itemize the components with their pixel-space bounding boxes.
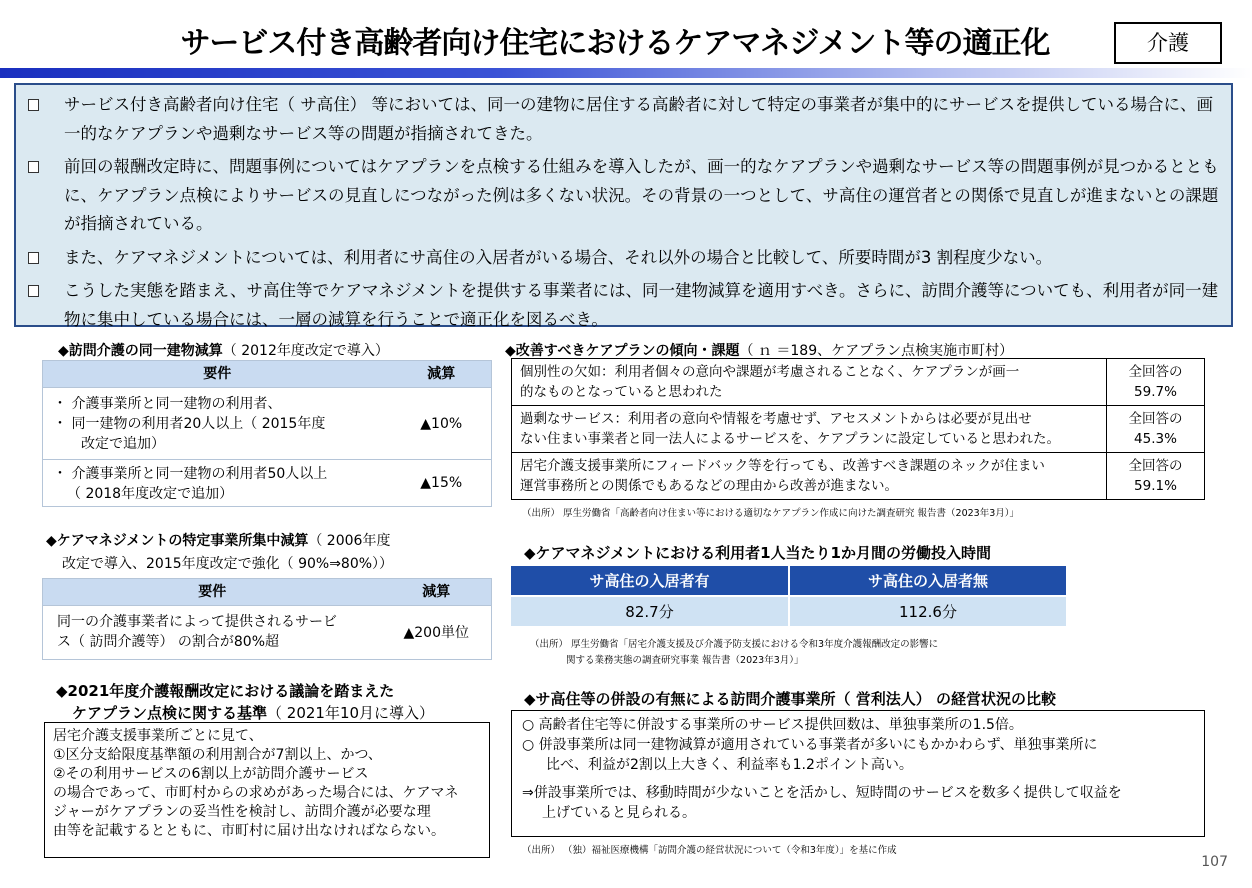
labor-time-table	[511, 566, 1068, 626]
summary-box	[14, 83, 1233, 327]
careplan-trends-heading: ◆改善すべきケアプランの傾向・課題（ ｎ ＝189、ケアプラン点検実施市町村）	[505, 343, 1014, 359]
page-number: 107	[1201, 854, 1228, 870]
col-requirement: 要件	[198, 584, 227, 600]
careplan-check-box: 居宅介護支援事業所ごとに見て、 ①区分支給限度基準額の利用割合が7割以上、かつ、 ②その利用サービスの6割以上が訪問介護サービス の場合であって、市町村からの求めがあった場合には、ケアマネ ジャーがケアプランの妥当性を検討し、訪問介護が必要な理 由等を記載するとともに、市町村に届け出なければならない。	[44, 722, 490, 858]
value-with-residents: 82.7分	[511, 596, 789, 626]
careplan-trends-source: （出所） 厚生労働省「高齢者向け住まい等における適切なケアプラン作成に向けた調査研究 報告書（2023年3月）」	[522, 508, 1020, 519]
col-reduction: 減算	[427, 366, 456, 382]
table-row: 居宅介護支援事業所にフィードバック等を行っても、改善すべき課題のネックが住まい 運営事務所との関係でもあるなどの理由から改善が進まない。 全回答の 59.1%	[512, 453, 1205, 500]
cm-concentration-heading: ◆ケアマネジメントの特定事業所集中減算（ 2006年度	[46, 533, 391, 549]
business-status-source: （出所） （独）福祉医療機構「訪問介護の経営状況について（令和3年度）」を基に作成	[522, 845, 897, 856]
category-tag: 介護	[1114, 22, 1222, 64]
cm-concentration-table	[42, 578, 492, 660]
bullet-box-icon	[28, 161, 39, 173]
visit-reduction-table	[42, 360, 492, 507]
labor-time-heading: ◆ケアマネジメントにおける利用者1人当たり1か月間の労働投入時間	[524, 544, 991, 562]
page-title: サービス付き高齢者向け住宅におけるケアマネジメント等の適正化	[180, 26, 1050, 61]
bullet-box-icon	[28, 99, 39, 111]
visit-reduction-heading: ◆訪問介護の同一建物減算（ 2012年度改定で導入）	[58, 343, 389, 359]
careplan-trends-table	[511, 358, 1205, 500]
col-reduction: 減算	[422, 584, 451, 600]
summary-item: 前回の報酬改定時に、問題事例についてはケアプランを点検する仕組みを導入したが、画一的なケアプランや過剰なサービス等の問題事例が見つかるとともに、ケアプラン点検によりサービスの見直しにつながった例は多くない状況。その背景の一つとして、サ高住の運営者との関係で見直しが進まないとの課題が指摘されている。	[26, 153, 1221, 239]
cm-concentration-subheading: 改定で導入、2015年度改定で強化（ 90%⇒80%））	[62, 556, 394, 572]
labor-time-source-2: 関する業務実態の調査研究事業 報告書（2023年3月）」	[566, 655, 804, 666]
col-with-residents: サ高住の入居者有	[511, 566, 789, 596]
bullet-box-icon	[28, 252, 39, 264]
labor-time-source: （出所） 厚生労働省「居宅介護支援及び介護予防支援における令和3年度介護報酬改定の影響に	[530, 639, 939, 650]
business-status-box: ○ 高齢者住宅等に併設する事業所のサービス提供回数は、単独事業所の1.5倍。 ○ 併設事業所は同一建物減算が適用されている事業者が多いにもかかわらず、単独事業所に 比べ、利益が2割以上大きく、利益率も1.2ポイント高い。 ⇒併設事業所では、移動時間が少ないことを活かし、短時間のサービスを数多く提供して収益を 上げていると見られる。	[511, 710, 1205, 837]
reduction-value: ▲200単位	[403, 624, 469, 641]
summary-item: また、ケアマネジメントについては、利用者にサ高住の入居者がいる場合、それ以外の場合と比較して、所要時間が3 割程度少ない。	[26, 244, 1221, 273]
table-row: 同一の介護事業者によって提供されるサービ ス（ 訪問介護等） の割合が80%超 ▲200単位	[43, 605, 491, 659]
reduction-value: ▲10%	[420, 415, 463, 432]
reduction-value: ▲15%	[420, 475, 463, 491]
col-without-residents: サ高住の入居者無	[789, 566, 1067, 596]
table-row: ・ 介護事業所と同一建物の利用者50人以上 （ 2018年度改定で追加） ▲15%	[43, 459, 491, 506]
careplan-check-subheading: ケアプラン点検に関する基準（ 2021年10月に導入）	[72, 704, 435, 722]
table-row: ・ 介護事業所と同一建物の利用者、 ・ 同一建物の利用者20人以上（ 2015年度 改定で追加） ▲10%	[43, 387, 491, 459]
business-status-heading: ◆サ高住等の併設の有無による訪問介護事業所（ 営利法人） の経営状況の比較	[524, 690, 1056, 708]
summary-item: こうした実態を踏まえ、サ高住等でケアマネジメントを提供する事業者には、同一建物減算を適用すべき。さらに、訪問介護等についても、利用者が同一建物に集中している場合には、一層の減算を行うことで適正化を図るべき。	[26, 277, 1221, 334]
value-without-residents: 112.6分	[789, 596, 1067, 626]
summary-item: サービス付き高齢者向け住宅（ サ高住） 等においては、同一の建物に居住する高齢者に対して特定の事業者が集中的にサービスを提供している場合に、画一的なケアプランや過剰なサービス等の問題が指摘されてきた。	[26, 91, 1221, 148]
bullet-box-icon	[28, 285, 39, 297]
table-row: 過剰なサービス：利用者の意向や情報を考慮せず、アセスメントからは必要が見出せ ない住まい事業者と同一法人によるサービスを、ケアプランに設定していると思われた。 全回答の 45.3%	[512, 406, 1205, 453]
careplan-check-heading: ◆2021年度介護報酬改定における議論を踏まえた	[56, 682, 395, 700]
table-row: 個別性の欠如：利用者個々の意向や課題が考慮されることなく、ケアプランが画一 的なものとなっていると思われた 全回答の 59.7%	[512, 359, 1205, 406]
header-bar	[0, 68, 1252, 78]
col-requirement: 要件	[203, 366, 232, 382]
